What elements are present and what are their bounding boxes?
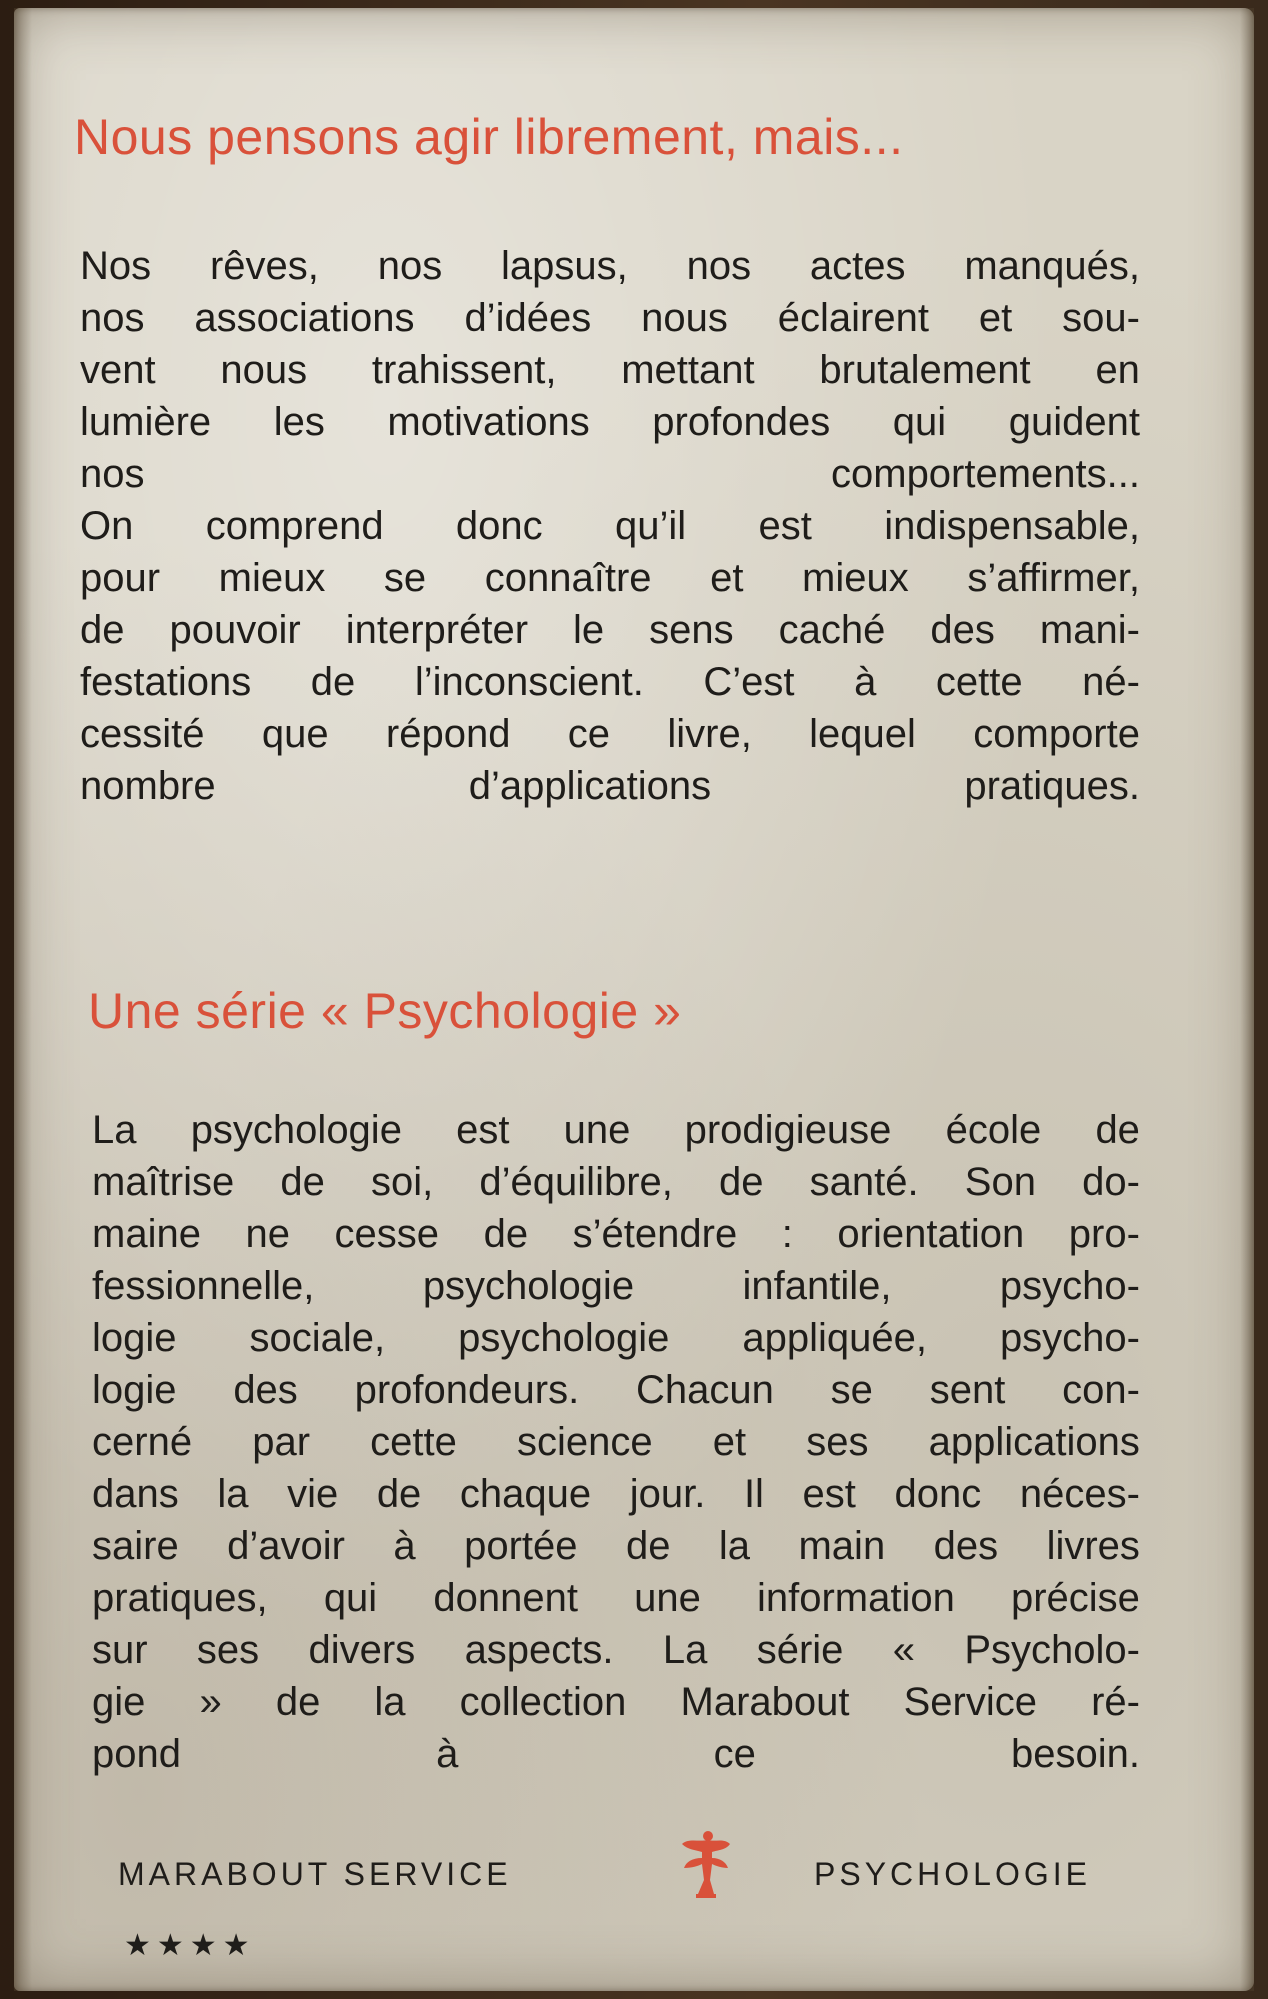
- text-line: cessité que répond ce livre, lequel comporte: [80, 712, 1140, 756]
- text-line: gie » de la collection Marabout Service ré-: [92, 1680, 1140, 1724]
- heading-intro: Nous pensons agir librement, mais...: [74, 109, 904, 165]
- text-line: On comprend donc qu’il est indispensable,: [80, 504, 1140, 548]
- text-line: pond à ce besoin.: [92, 1732, 1140, 1776]
- text-line: logie des profondeurs. Chacun se sent con-: [92, 1368, 1140, 1412]
- text-line: nombre d’applications pratiques.: [80, 764, 1140, 808]
- text-line: vent nous trahissent, mettant brutalement en: [80, 348, 1140, 392]
- text-line: Nos rêves, nos lapsus, nos actes manqués,: [80, 244, 1140, 288]
- series-name: PSYCHOLOGIE: [814, 1856, 1091, 1892]
- text-line: nos associations d’idées nous éclairent et sou-: [80, 296, 1140, 340]
- text-line: logie sociale, psychologie appliquée, psycho-: [92, 1316, 1140, 1360]
- heading-series: Une série « Psychologie »: [88, 983, 682, 1039]
- text-line: lumière les motivations profondes qui guident: [80, 400, 1140, 444]
- text-line: nos comportements...: [80, 452, 1140, 496]
- text-line: festations de l’inconscient. C’est à cette né-: [80, 660, 1140, 704]
- paragraph-intro: [80, 240, 1140, 812]
- text-line: fessionnelle, psychologie infantile, psycho-: [92, 1264, 1140, 1308]
- rating-stars: ★★★★: [124, 1928, 256, 1963]
- text-line: maîtrise de soi, d’équilibre, de santé. Son do-: [92, 1160, 1140, 1204]
- cover-right-edge: [1240, 8, 1254, 1991]
- text-line: saire d’avoir à portée de la main des livres: [92, 1524, 1140, 1568]
- text-line: de pouvoir interpréter le sens caché des mani-: [80, 608, 1140, 652]
- text-line: pour mieux se connaître et mieux s’affirmer,: [80, 556, 1140, 600]
- text-line: maine ne cesse de s’étendre : orientation pro-: [92, 1212, 1140, 1256]
- cover-spine-edge: [14, 8, 32, 1991]
- text-line: dans la vie de chaque jour. Il est donc néces-: [92, 1472, 1140, 1516]
- marabout-bird-logo-icon: [678, 1828, 734, 1908]
- paragraph-series: [92, 1104, 1140, 1780]
- text-line: sur ses divers aspects. La série « Psycholo-: [92, 1628, 1140, 1672]
- text-line: cerné par cette science et ses applications: [92, 1420, 1140, 1464]
- publisher-name: MARABOUT SERVICE: [118, 1856, 512, 1892]
- footer-bar: [118, 1856, 1138, 1916]
- text-line: pratiques, qui donnent une information précise: [92, 1576, 1140, 1620]
- text-line: La psychologie est une prodigieuse école de: [92, 1108, 1140, 1152]
